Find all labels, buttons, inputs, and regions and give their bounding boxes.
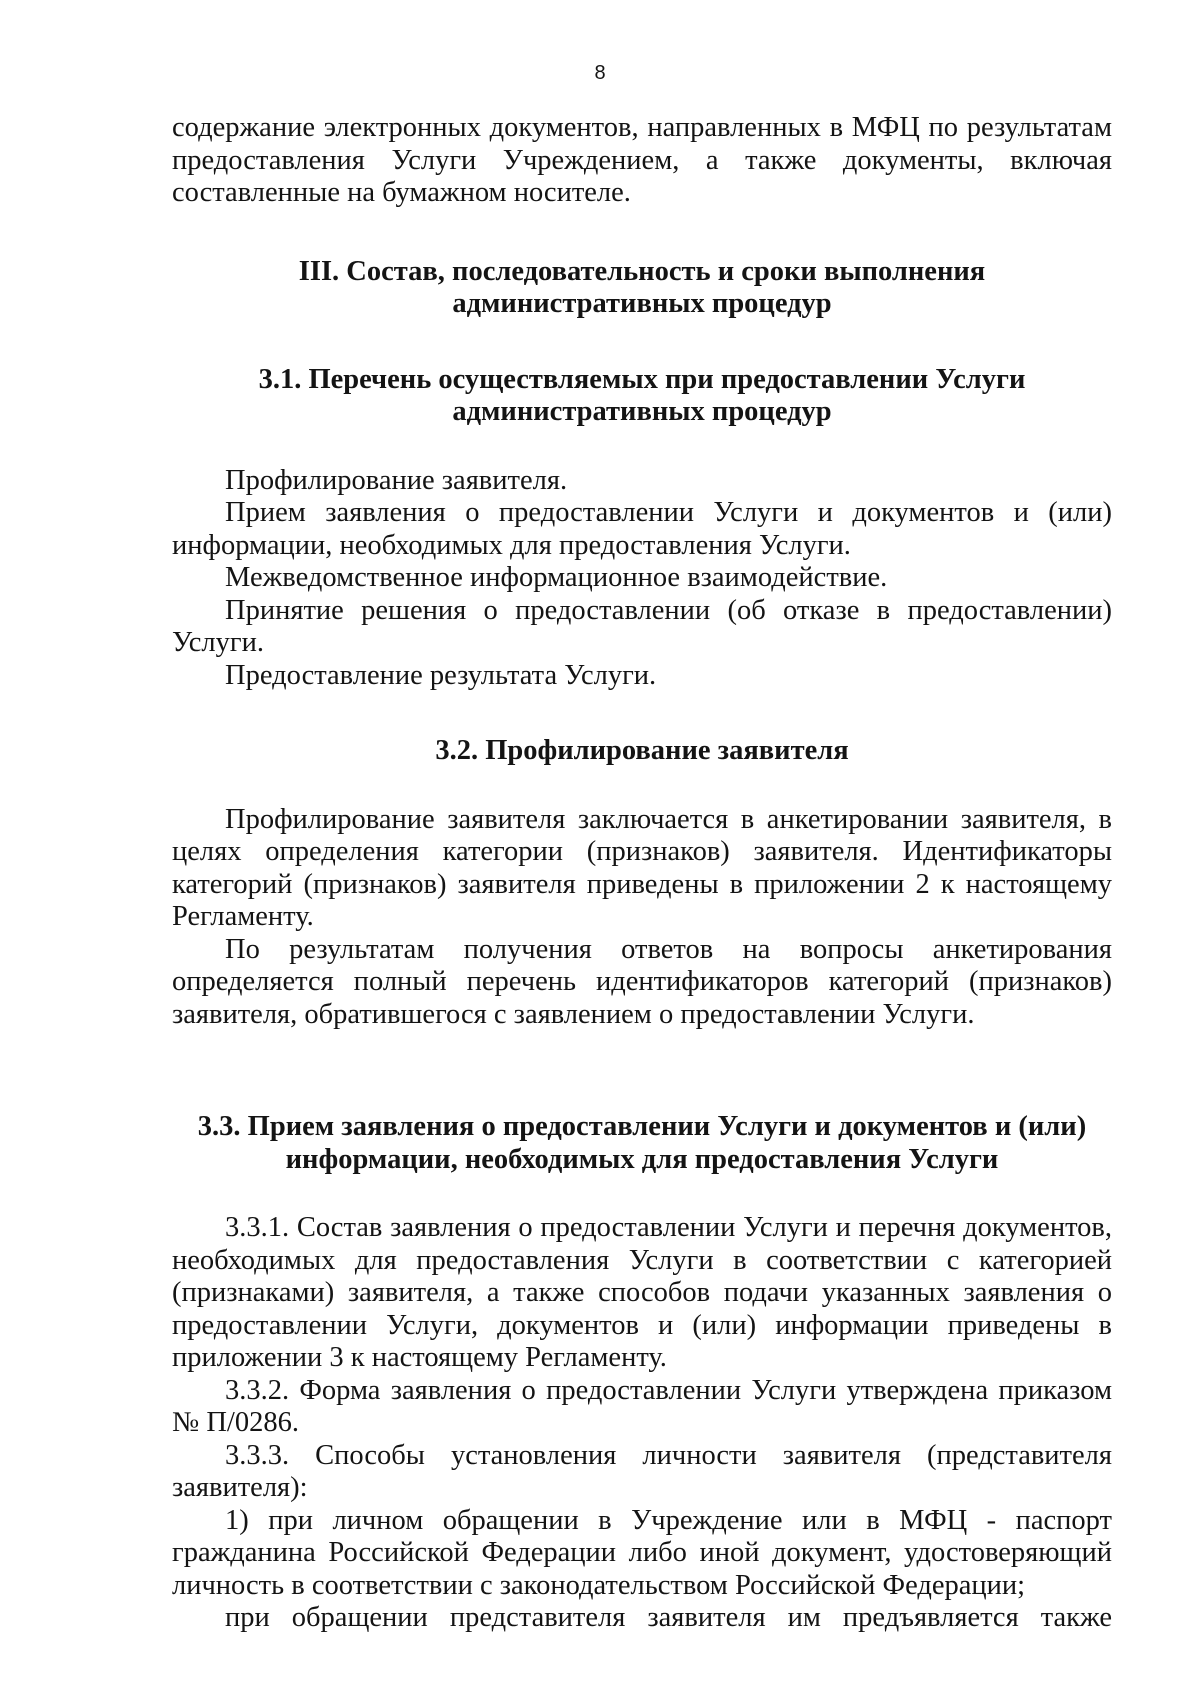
procedure-item: Предоставление результата Услуги. [225, 659, 657, 691]
procedure-item: Прием заявления о предоставлении Услуги и документов и (или) информации, необходимых для предоставления Услуги. [172, 497, 1112, 561]
procedure-item: Принятие решения о предоставлении (об отказе в предоставлении) Услуги. [172, 594, 1112, 658]
section-3-3-paragraph: 3.3.3. Способы установления личности заявителя (представителя заявителя): [172, 1439, 1112, 1503]
page-number: 8 [594, 62, 606, 84]
section-3-heading [172, 256, 1112, 321]
section-3-3-paragraph: при обращении представителя заявителя им предъявляется также [225, 1602, 1112, 1633]
intro-paragraph: содержание электронных документов, направленных в МФЦ по результатам предоставления Услуги Учреждением, а также документы, включая составленные на бумажном носителе. [172, 112, 1112, 208]
section-3-3-title-line-2: информации, необходимых для предоставления Услуги [285, 1143, 999, 1175]
section-3-title-line-2: административных процедур [452, 288, 832, 319]
section-3-3-paragraph: 3.3.2. Форма заявления о предоставлении Услуги утверждена приказом № П/0286. [172, 1374, 1112, 1438]
section-3-3-paragraph: 3.3.1. Состав заявления о предоставлении Услуги и перечня документов, необходимых для предоставления Услуги в соответствии с категорией (признаками) заявителя, а также способов подачи указанных заявления о предоставлении Услуги, документов и (или) информации приведены в приложении 3 к настоящему Регламенту. [172, 1212, 1112, 1373]
section-3-1-title-line-2: административных процедур [452, 396, 832, 427]
section-3-2-paragraph: Профилирование заявителя заключается в анкетировании заявителя, в целях определения категории (признаков) заявителя. Идентификаторы категорий (признаков) заявителя приведены в приложении 2 к настоящему Регламенту. [172, 803, 1112, 932]
section-3-1-heading [172, 364, 1112, 429]
section-3-3-paragraph: 1) при личном обращении в Учреждение или в МФЦ - паспорт гражданина Российской Федерации либо иной документ, удостоверяющий личность в соответствии с законодательством Российской Федерации; [172, 1504, 1112, 1601]
procedure-item: Межведомственное информационное взаимодействие. [225, 562, 888, 593]
section-3-2-heading: 3.2. Профилирование заявителя [435, 735, 849, 766]
section-3-3-heading [172, 1111, 1112, 1176]
procedure-item: Профилирование заявителя. [225, 464, 568, 496]
section-3-3-title-line-1: 3.3. Прием заявления о предоставлении Услуги и документов и (или) [197, 1111, 1087, 1142]
section-3-1-title-line-1: 3.1. Перечень осуществляемых при предоставлении Услуги [258, 363, 1026, 395]
section-3-title-line-1: III. Состав, последовательность и сроки выполнения [298, 255, 986, 287]
document-body [172, 112, 1112, 1635]
section-3-2-paragraph: По результатам получения ответов на вопросы анкетирования определяется полный перечень идентификаторов категорий (признаков) заявителя, обратившегося с заявлением о предоставлении Услуги. [172, 933, 1112, 1030]
